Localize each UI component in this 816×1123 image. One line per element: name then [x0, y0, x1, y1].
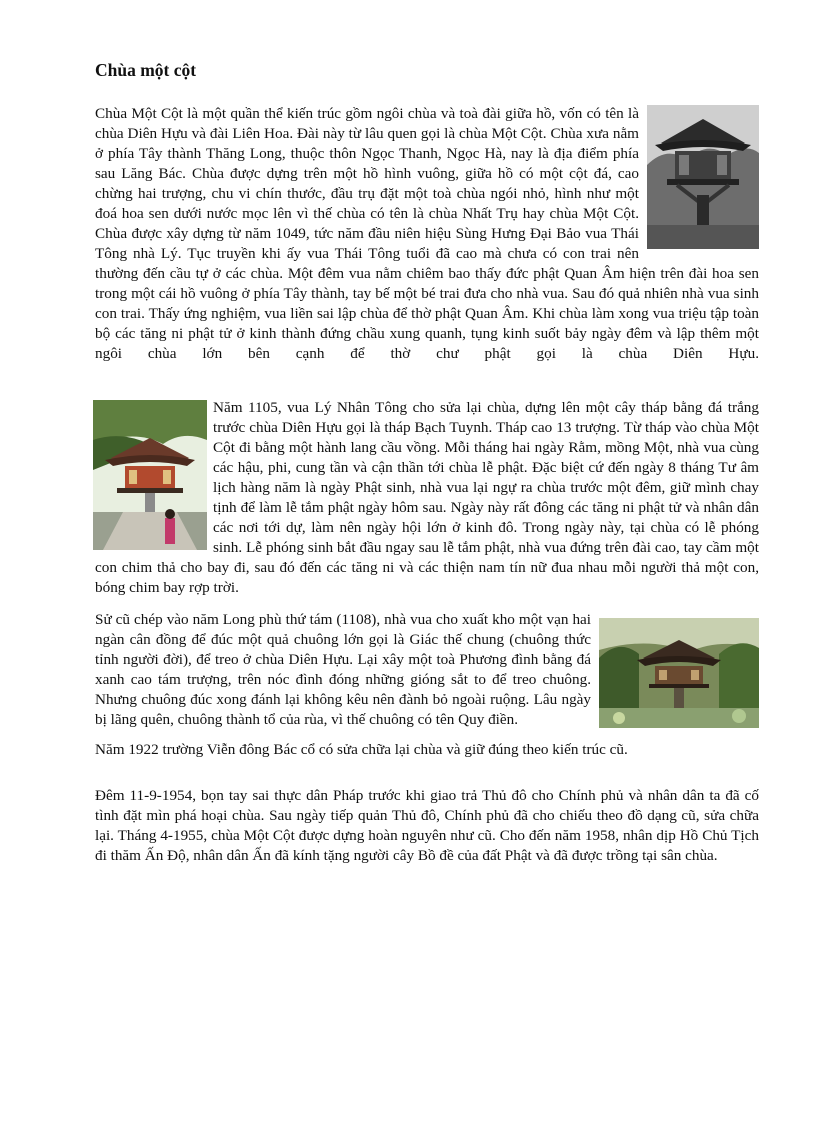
pagoda-photo-color-right: [599, 618, 759, 728]
document-page: [95, 58, 759, 866]
section-renovation: [95, 398, 759, 598]
paragraph-bell: Sử cũ chép vào năm Long phù thứ tám (1108), nhà vua cho xuất kho một vạn hai ngàn cân đồng để đúc một quả chuông lớn gọi là Giác thế chung (chuông thức tỉnh người đời), để treo ở chùa Diên Hựu. Lại xây một toà Phương đình bằng đá xanh cao tám trượng, trên nóc đình đóng những gióng sắt to để treo chuông. Nhưng chuông đúc xong đánh lại không kêu nên đành bỏ ngoài ruộng. Lâu ngày bị lãng quên, chuông thành tổ của rùa, vì thế chuông có tên Quy điền.: [95, 611, 591, 728]
pagoda-photo-bw: [647, 105, 759, 249]
paragraph-1954: Đêm 11-9-1954, bọn tay sai thực dân Pháp trước khi giao trả Thủ đô cho Chính phủ và nhân dân ta đã cố tình đặt mìn phá hoại chùa. Sau ngày tiếp quản Thủ đô, Chính phủ đã cho chiếu theo đồ dạng cũ, sửa chữa lại. Tháng 4-1955, chùa Một Cột được dựng hoàn nguyên như cũ. Cho đến năm 1958, nhân dịp Hồ Chủ Tịch đi thăm Ấn Độ, nhân dân Ấn đã kính tặng người cây Bồ đề của đất Phật và đã được trồng tại sân chùa.: [95, 787, 759, 864]
document-title: Chùa một cột: [95, 60, 197, 80]
pagoda-photo-color-left: [93, 400, 207, 550]
section-history: [95, 104, 759, 364]
paragraph-renovation: Năm 1105, vua Lý Nhân Tông cho sửa lại chùa, dựng lên một cây tháp bằng đá trắng trước chùa Diên Hựu gọi là tháp Bạch Tuynh. Tháp cao 13 trượng. Từ tháp vào chùa Một Cột đi bằng một hành lang cầu vồng. Mỗi tháng hai ngày Rằm, mồng Một, nhà vua cùng các hậu, phi, cung tần và cận thần tới chùa lễ phật. Đặc biệt cứ đến ngày 8 tháng Tư âm lịch hàng năm là ngày Phật sinh, nhà vua lại ngự ra chùa trước một đêm, giữ mình chay tịnh để làm lễ tắm phật ngày hôm sau. Ngày này rất đông các tăng ni phật tử và nhân dân các nơi tới dự, làm nên ngày hội lớn ở kinh đô. Trong ngày này, tại chùa có lễ phóng sinh. Lễ phóng sinh bắt đầu ngay sau lễ tắm phật, nhà vua đứng trên đài cao, tay cầm một con chim thả cho bay đi, sau đó đến các tăng ni và các thiện nam tín nữ đua nhau mỗi người thả một con, bóng chim bay rợp trời.: [95, 399, 759, 596]
paragraph-1922: Năm 1922 trường Viễn đông Bác cổ có sửa chữa lại chùa và giữ đúng theo kiến trúc cũ.: [95, 741, 628, 758]
section-bell: [95, 610, 759, 760]
paragraph-intro: Chùa Một Cột là một quần thể kiến trúc gồm ngôi chùa và toà đài giữa hồ, vốn có tên là chùa Diên Hựu và đài Liên Hoa. Đài này từ lâu quen gọi là chùa Một Cột. Chùa xưa nằm ở phía Tây thành Thăng Long, thuộc thôn Ngọc Thanh, Ngọc Hà, nay là địa điểm phía sau Lăng Bác. Chùa được dựng trên một hồ hình vuông, giữa hồ có một cột đá, cao chừng hai trượng, chu vi chín thước, đầu trụ đặt một toà chùa ngói nhỏ, hình như một đoá hoa sen dưới nước mọc lên vì thế chùa có tên là chùa Nhất Trụ hay chùa Một Cột. Chùa được xây dựng từ năm 1049, tức năm đầu niên hiệu Sùng Hưng Đại Bảo vua Thái Tông nhà Lý. Tục truyền khi ấy vua Thái Tông tuổi đã cao mà chưa có con trai nên thường đến cầu tự ở các chùa. Một đêm vua nằm chiêm bao thấy đức phật Quan Âm hiện trên đài hoa sen trong một cái hồ vuông ở phía Tây thành, tay bế một bé trai đưa cho nhà vua. Sau đó quả nhiên nhà vua sinh con trai. Thấy ứng nghiệm, vua liền sai lập chùa để thờ phật Quan Âm. Khi chùa làm xong vua triệu tập toàn bộ các tăng ni phật tử ở kinh thành đứng chầu xung quanh, tụng kinh suốt bảy ngày đêm và lập thêm một ngôi chùa lớn bên cạnh để thờ chư phật gọi là chùa Diên Hựu.: [95, 105, 759, 362]
